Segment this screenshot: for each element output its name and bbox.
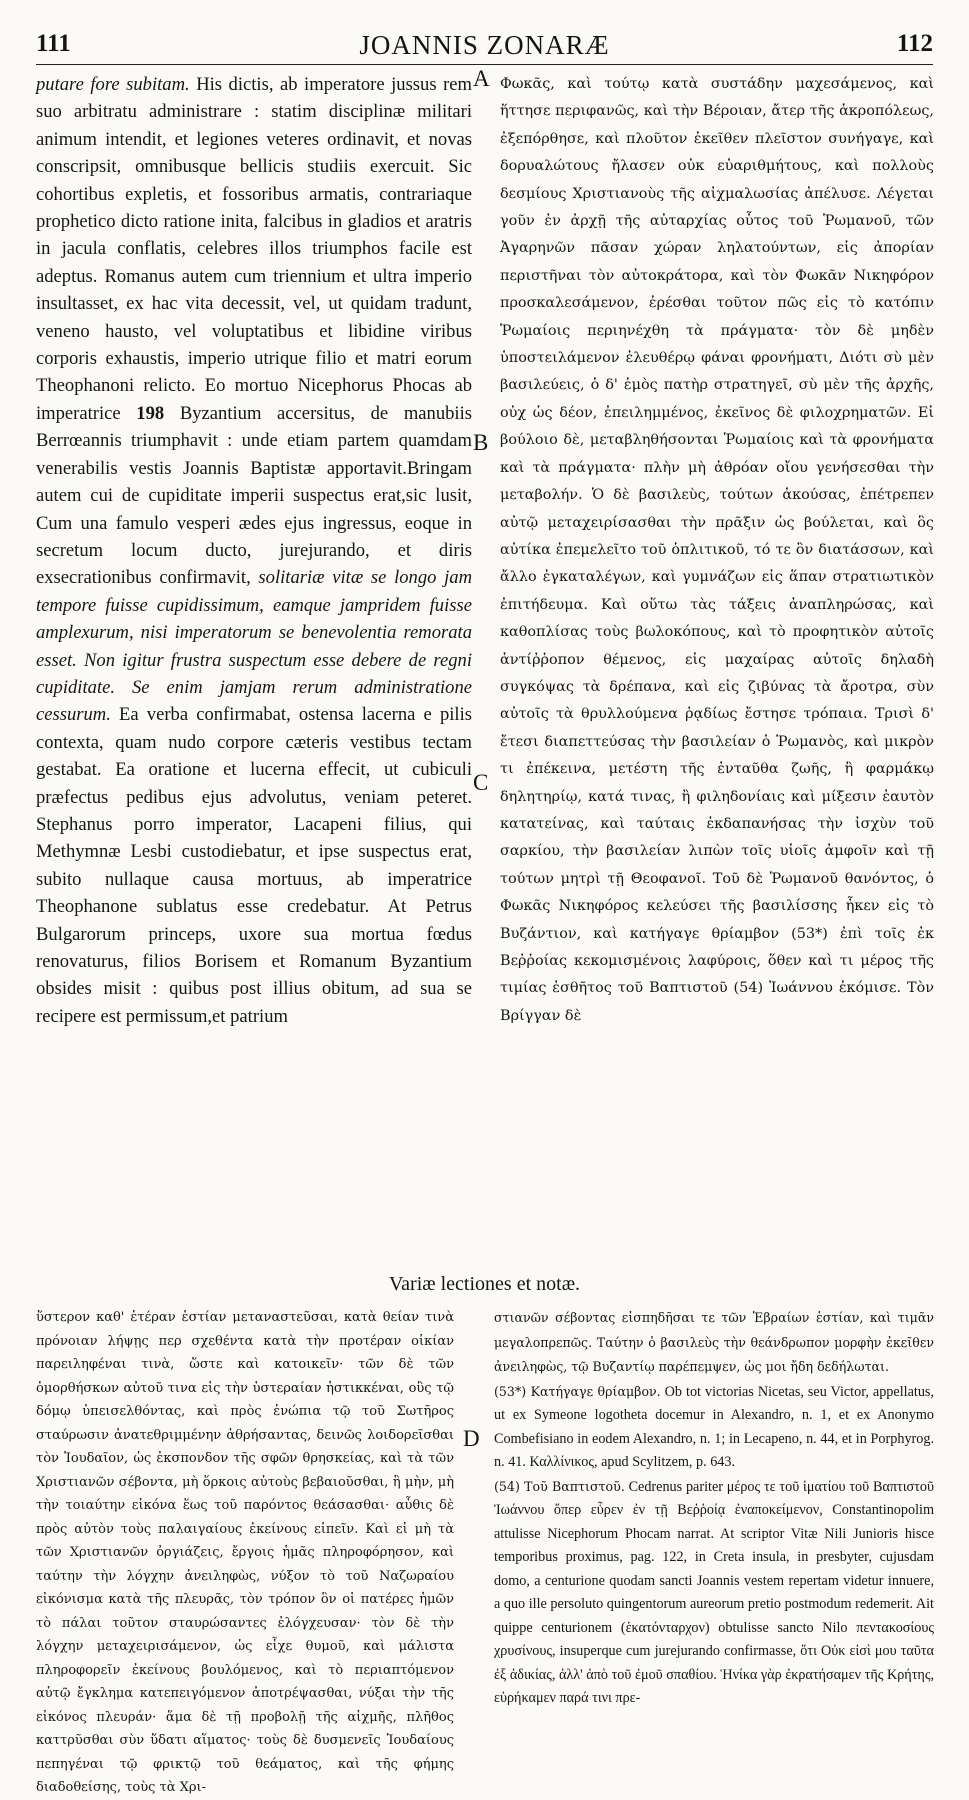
note-54-label: (54) Τοῦ Βαπτιστοῦ. bbox=[494, 1478, 625, 1494]
latin-italic-quote: solitariæ vitæ se longo jam tempore fuisse cupidissimum, eamque jampridem fuisse amplexurum, nisi imperatorum se benevolentia remorata esset. Non igitur frustra suspectum esse debere de regni cupiditate. Se enim jamjam rerum administratione cessurum. bbox=[36, 567, 472, 726]
latin-text-2: Byzantium accersitus, de manubiis Berrœannis triumphavit : unde etiam partem quamdam venerabilis vestis Joannis Baptistæ apportavit.Bringam autem cui de cupiditate imperii suspectus erat,sic lusit, Cum una famulo vesperi ædes ejus ingressus, eoque in secretum locum ducto, jurejurando, et diris exsecrationibus confirmavit, bbox=[36, 402, 472, 589]
greek-column bbox=[500, 71, 934, 1030]
latin-italic-opening: putare fore subitam. bbox=[36, 74, 190, 95]
note-53-text: Ob tot victorias Nicetas, seu Victor, appellatus, ut ex Symeone logotheta docemur in Alexandro, n. 1, et ex Anonymo Combefisiano in eodem Alexandro, n. 1; in Lecapeno, n. 44, et in Porphyrog. n. 41. Καλλίνικος, apud Scylitzem, p. 643. bbox=[494, 1383, 934, 1470]
notes-right-column bbox=[494, 1306, 934, 1711]
page-number-left: 111 bbox=[36, 30, 71, 57]
note-53-label: (53*) Κατήγαγε θρίαμβον. bbox=[494, 1383, 661, 1399]
margin-marker-c: C bbox=[473, 770, 489, 795]
page-number-right: 112 bbox=[896, 30, 933, 57]
notes-left-text: ὕστερον καθ' ἑτέραν ἑστίαν μεταναστεῦσαι, κατὰ θείαν τινὰ πρόνοιαν λήψῃς περ σχεθέντα κατὰ τὴν προτέραν οἰκίαν παρειληφέναι τινὰ, ὥστε καὶ κατοικεῖν· τῶν δὲ τῶν ὁμορθήσκων αὐτοῦ τινα εἰς τὴν ὑστεραίαν ἠστικκέναι, οὓς τῷ δόμῳ ὑπεισελθόντας, καὶ πρὸς ἐνώπια τῷ τοῦ Σωτῆρος σταύρωσιν ἀνατεθριμμένην ἀθρήσαντας, δεινῶς λοιδορεῖσθαι τὸν Ἰουδαῖον, ὡς ἐκσπονδον τῆς σφῶν θρησκείας, καὶ τὰ τῶν Χριστιανῶν σέβοντα, μὴ ὅρκοις αὐτοὺς βεβαιοῦσθαι, ἢ μὴν, μὴ τὴν τοιαύτην εἰκόνα ἕως τοῦ παρόντος θεάσασθαι· αὖθις δὲ πρὸς αὐτὸν τοὺς παλαιγαίους ἐκείνους εἰπεῖν. Καὶ εἰ μὴ τὰ τῶν Χριστιανῶν ὀργιάζεις, ἔργοις ἡμᾶς πληροφόρησον, καὶ ταύτην τὴν λόγχην ἀνειληφὼς, νύξον τὸ τοῦ Ναζωραίου εἰκόνισμα κατὰ τῆς πλευρᾶς, τὸν τρόπον ὃν οἱ πατέρες ἡμῶν τὸ πάλαι τοῦτον σταυρώσαντες ἐλόγχευσαν· τὸν δὲ τὴν λόγχην μεταχειρισάμενον, ὡς εἶχε θυμοῦ, καὶ μάλιστα πληροφορεῖν ἐκείνους βουλόμενος, καὶ τὸ περιαπτόμενον αὐτῷ ἔγκλημα κατεπειγόμενον ἀποτρέψασθαι, νύξαι τὴν τῆς εἰκόνος πλευράν· ἅμα δὲ τῇ προβολῇ τῆς αἰχμῆς, πλῆθος καττρῦσθαι σὺν ὕδατι αἵματος· τοὺς δὲ δυσμενεῖς Ἰουδαίους πεπηγέναι τῷ φρικτῷ τοῦ θεάματος, καὶ τῆς φήμης διαδοθείσης, τοὺς τὰ Χρι- bbox=[36, 1310, 454, 1795]
greek-text: Φωκᾶς, καὶ τούτῳ κατὰ συστάδην μαχεσάμενος, καὶ ἥττησε περιφανῶς, καὶ τὴν Βέροιαν, ἄτερ τῆς ἀκροπόλεως, ἐξεπόρθησε, καὶ πλοῦτον ἐκεῖθεν πλεῖστον συνήγαγε, καὶ δορυαλώτους ἤλασεν οὐκ εὐαριθμήτους, καὶ πολλοὺς δεσμίους Χριστιανοὺς τῆς αἰχμαλωσίας ἀπέλυσε. Λέγεται γοῦν ἐν ἀρχῇ τῆς αὐταρχίας οὗτος τοῦ Ῥωμανοῦ, τῶν Ἀγαρηνῶν πᾶσαν χώραν ληλατούντων, εἰς ἀπορίαν περιστῆναι τὸν αὐτοκράτορα, καὶ τὸν Φωκᾶν Νικηφόρον προσκαλεσάμενον, ἐρέσθαι τοῦτον πῶς εἰς τὸ κατόπιν Ῥωμαίοις περιηνέχθη τὰ πράγματα· τὸν δὲ μηδὲν ὑποστειλάμενον ἐλευθέρῳ φάναι φρονήματι, Διότι σὺ μὲν βασιλεύεις, ὁ δ' ἐμὸς πατὴρ στρατηγεῖ, σὺ μὲν τῆς ἀρχῆς, οὐχ ὡς δέον, ἐπειλημμένος, ἐκεῖνος δὲ φιλοχρηματῶν. Εἰ βούλοιο δὲ, μεταβληθήσονται Ῥωμαίοις καὶ τὰ φρονήματα καὶ τὰ πράγματα· πλὴν μὴ ἀθρόαν οἴου γενήσεσθαι τὴν μεταβολήν. Ὁ δὲ βασιλεὺς, τούτων ἀκούσας, ἐπέτρεπεν αὐτῷ μεταχειρίσασθαι τὴν πρᾶξιν ὡς βούλεται, καὶ ὃς αὐτίκα ἐπεμελεῖτο τοῦ ὁπλιτικοῦ, τό τε ὂν διατάσσων, καὶ ἄλλο ἐγκαταλέγων, καὶ γυμνάζων εἰς ἅπαν στρατιωτικὸν ἐπιτήδευμα. Καὶ οὕτω τὰς τάξεις ἀναπληρώσας, καὶ καθοπλίσας τοὺς βωλοκόπους, καὶ τὸ προφητικὸν αὐτοῖς ἀντίῤῥοπον θέμενος, εἰς μαχαίρας αὐτοῖς δηλαδὴ συγκόψας τὰ δρέπανα, καὶ εἰς ζιβύνας τὰ ἄροτρα, σὺν αὐτοῖς τὰ θρυλλούμενα ῥᾳδίως ἔστησε τρόπαια. Τρισὶ δ' ἔτεσι διαπεττεύσας τὴν βασιλείαν ὁ Ῥωμανὸς, καὶ μικρὸν τι ἐπέκεινα, μετέστη τῆς ἐνταῦθα ζωῆς, ἢ φαρμάκῳ δηλητηρίῳ, κατά τινας, ἢ φιληδονίαις καὶ μίξεσιν ἑαυτὸν κατατείνας, καὶ ταύταις ἐκδαπανήσας τὴν ἰσχὺν τοῦ σαρκίου, τὴν βασιλείαν λιπὼν τοῖς υἱοῖς ἀμφοῖν καὶ τῇ τούτων μητρὶ τῇ Θεοφανοῖ. Τοῦ δὲ Ῥωμανοῦ θανόντος, ὁ Φωκᾶς Νικηφόρος κελεύσει τῆς βασιλίσσης ἧκεν εἰς τὸ Βυζάντιον, καὶ κατήγαγε θρίαμβον (53*) ἐπὶ τοῖς ἐκ Βεῤῥοίας κεκομισμένοις λαφύροις, ὅθεν καὶ τι μέρος τῆς τιμίας ἐσθῆτος τοῦ Βαπτιστοῦ (54) Ἰωάννου ἐκόμισε. Τὸν Βρίγγαν δὲ bbox=[500, 76, 934, 1024]
margin-marker-a: A bbox=[473, 66, 490, 91]
page-header bbox=[36, 30, 933, 66]
latin-text-1: His dictis, ab imperatore jussus rem suo arbitratu administrare : statim disciplinæ militari animum intendit, et legiones veteres ordinavit, et novas conscripsit, omnibusque bellicis studiis exercuit. Sic cohortibus expletis, et fossoribus armatis, contrariaque prophetico dicto ratione inita, falcibus in gladios et aratris in jacula conflatis, celebres illos triumphos facile est adeptus. Romanus autem cum triennium et ultra imperio insultasset, ex hac vita decessit, vel, ut quidam tradunt, veneno hausto, vel voluptatibus et libidine viribus corporis exhaustis, imperio utrique filio et matri eorum Theophanoni relicto. Eo mortuo Nicephorus Phocas ab imperatrice bbox=[36, 74, 472, 424]
notes-right-greek: στιανῶν σέβοντας εἰσπηδῆσαι τε τῶν Ἑβραίων ἑστίαν, καὶ τιμᾶν μεγαλοπρεπῶς. Ταύτην ὁ βασιλεὺς τὴν θεάνδρωπον μορφὴν ἐκεῖθεν ἀνειληφὼς, τῷ Βυζαντίῳ παρέπεμψεν, ὡς μοι ἤδη δεδήλωται. bbox=[494, 1310, 934, 1374]
margin-marker-d: D bbox=[463, 1426, 480, 1451]
notes-left-column bbox=[36, 1306, 454, 1800]
latin-column bbox=[36, 71, 472, 1030]
header-rule bbox=[36, 64, 933, 65]
latin-text-3: Ea verba confirmabat, ostensa lacerna e pilis contexta, quam nudo corpore cæteris vestibus tectam gestabat. Ea oratione et lucerna effecit, ut cubiculi præfectus pedibus ejus advolutus, veniam peteret. Stephanus porro imperator, Lacapeni filius, qui Methymnæ Lesbi custodiebatur, et ipse suspectus erat, subito nullaque causa mortuus, ab imperatrice Theophanone sublatus esse credebatur. At Petrus Bulgarorum princeps, uxore sua mortua fœdus renovaturus, filios Borisem et Romanum Byzantium obsides misit : quibus post illius obitum, ad sua se recipere est permissum,et patrium bbox=[36, 704, 472, 1027]
margin-page-number: 198 bbox=[136, 402, 165, 424]
notes-heading: Variæ lectiones et notæ. bbox=[388, 1273, 581, 1295]
margin-marker-b: B bbox=[473, 430, 489, 455]
note-54-text: Cedrenus pariter μέρος τε τοῦ ἱματίου τοῦ Βαπτιστοῦ Ἰωάννου ὅπερ εὗρεν ἐν τῇ Βεῤῥοίᾳ ἐναποκείμενον, Constantinopolim attulisse Nicephorum Phocam narrat. At scriptor Vitæ Nili Junioris hisce temporibus proximus, pag. 122, in Creta insula, in presbyter, cujusdam domo, a centurione quodam sancti Joannis vestem repertam videtur innuere, a quo ille persoluto quingentorum aureorum pretio postmodum redemerit. Ait quippe centurionem (ἑκατόνταρχον) obtulisse sancto Nilo πεντακοσίους χρυσίνους, insuperque cum jurejurando confirmasse, ὅτι Οὐκ εἰσὶ μου ταῦτα ἐξ ἀδικίας, ἀλλ' ἀπὸ τοῦ ἐμοῦ σπαθίου. Ἡνίκα γὰρ ἐκρατήσαμεν τῆς Κρήτης, εὑρήκαμεν παρά τινι πρε- bbox=[494, 1478, 934, 1706]
running-title: JOANNIS ZONARÆ bbox=[359, 30, 610, 60]
